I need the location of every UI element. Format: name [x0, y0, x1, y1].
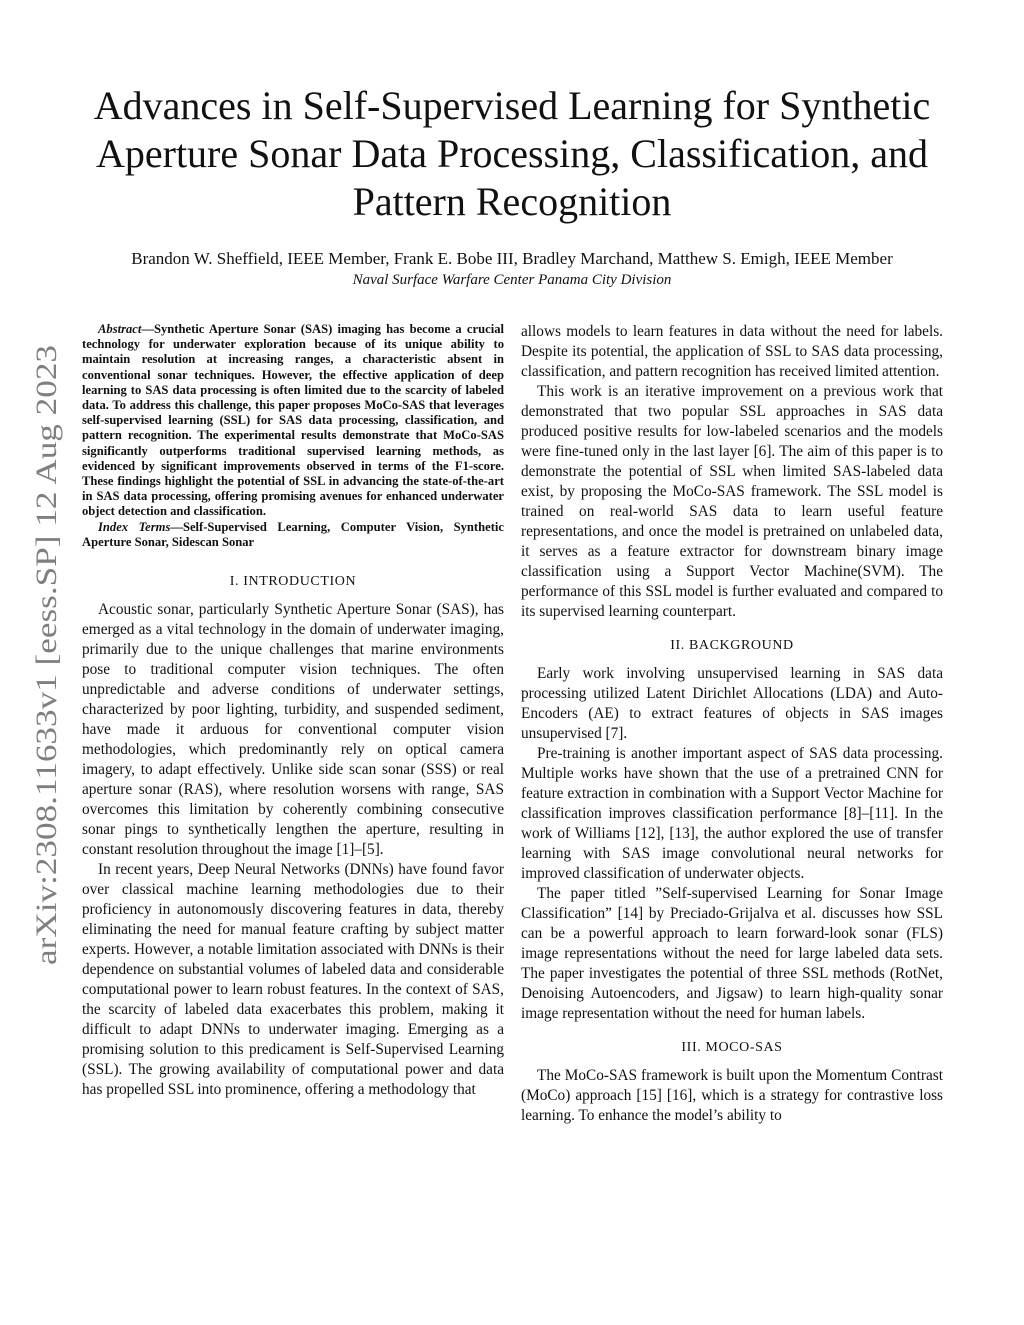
intro-paragraph-2-continued: allows models to learn features in data without the need for labels. Despite its potential, the application of SSL to SAS data processing, classification, and pattern recognition has received limited attention.	[521, 323, 943, 380]
abstract-lead: Abstract	[98, 322, 142, 336]
section-heading-moco-sas: III. MOCO-SAS	[681, 1040, 783, 1055]
index-terms-text: —Self-Supervised Learning, Computer Vision, Synthetic Aperture Sonar, Sidescan Sonar	[82, 519, 504, 549]
intro-paragraph-3: This work is an iterative improvement on a previous work that demonstrated that two popular SSL approaches in SAS data produced positive results for low-labeled scenarios and the models were fine-tuned only in the last layer [6]. The aim of this paper is to demonstrate the potential of SSL when limited SAS-labeled data exist, by proposing the MoCo-SAS framework. The SSL model is trained on real-world SAS data to learn useful feature representations, and once the model is pretrained on unlabeled data, it serves as a feature extractor for downstream binary image classification using a Support Vector Machine(SVM). The performance of this SSL model is further evaluated and compared to its supervised learning counterpart.	[521, 383, 943, 620]
paper-title: Advances in Self-Supervised Learning for Synthetic Aperture Sonar Data Processing, Classification, and Pattern Recognition	[93, 83, 931, 224]
abstract-text: —Synthetic Aperture Sonar (SAS) imaging has become a crucial technology for underwater exploration because of its unique ability to maintain resolution at increasing ranges, a characteristic absent in conventional sonar techniques. However, the effective application of deep learning to SAS data processing is often limited due to the scarcity of labeled data. To address this challenge, this paper proposes MoCo-SAS that leverages self-supervised learning (SSL) for SAS data processing, classification, and pattern recognition. The experimental results demonstrate that MoCo-SAS significantly outperforms traditional supervised learning methods, as evidenced by significant improvements observed in terms of the F1-score. These findings highlight the potential of SSL in advancing the state-of-the-art in SAS data processing, offering promising avenues for enhanced underwater object detection and classification.	[82, 322, 504, 519]
background-paragraph-2: Pre-training is another important aspect of SAS data processing. Multiple works have shown that the use of a pretrained CNN for feature extraction in combination with a Support Vector Machine for classification improves classification performance [8]–[11]. In the work of Williams [12], [13], the author explored the use of transfer learning with SAS image convolutional neural networks for improved classification of underwater objects.	[521, 745, 943, 882]
right-column	[521, 322, 943, 1126]
index-terms-lead: Index Terms	[98, 519, 171, 534]
affiliation: Naval Surface Warfare Center Panama City Division	[352, 272, 672, 288]
intro-paragraph-1: Acoustic sonar, particularly Synthetic Aperture Sonar (SAS), has emerged as a vital technology in the domain of underwater imaging, primarily due to the unique challenges that marine environments pose to traditional computer vision techniques. The often unpredictable and adverse conditions of underwater settings, characterized by poor lighting, turbidity, and suspended sediment, have made it arduous for conventional computer vision methodologies, which predominantly rely on optical camera imagery, to adapt effectively. Unlike side scan sonar (SSS) or real aperture sonar (RAS), where resolution worsens with range, SAS overcomes this limitation by coherently combining consecutive sonar pings to synthetically lengthen the aperture, resulting in constant resolution throughout the image [1]–[5].	[82, 601, 504, 859]
moco-sas-paragraph-1: The MoCo-SAS framework is built upon the Momentum Contrast (MoCo) approach [15] [16], which is a strategy for contrastive loss learning. To enhance the model’s ability to	[521, 1067, 943, 1124]
background-paragraph-1: Early work involving unsupervised learning in SAS data processing utilized Latent Dirichlet Allocations (LDA) and Auto-Encoders (AE) to extract features of objects in SAS images unsupervised [7].	[521, 665, 943, 742]
left-column	[82, 322, 504, 1100]
section-heading-background: II. BACKGROUND	[670, 638, 794, 653]
abstract	[82, 322, 504, 520]
author-list: Brandon W. Sheffield, IEEE Member, Frank E. Bobe III, Bradley Marchand, Matthew S. Emigh, IEEE Member	[131, 249, 893, 268]
section-heading-introduction: I. INTRODUCTION	[229, 574, 357, 590]
arxiv-identifier: arXiv:2308.11633v1 [eess.SP] 12 Aug 2023	[30, 436, 63, 965]
background-paragraph-3: The paper titled ”Self-supervised Learning for Sonar Image Classification” [14] by Preciado-Grijalva et al. discusses how SSL can be a powerful approach to learn forward-look sonar (FLS) image representations without the need for large labeled data sets. The paper investigates the potential of three SSL methods (RotNet, Denoising Autoencoders, and Jigsaw) to learn high-quality sonar image representation without the need for human labels.	[521, 885, 943, 1022]
arxiv-side-stamp	[10, 345, 70, 965]
index-terms	[82, 520, 504, 550]
intro-paragraph-2: In recent years, Deep Neural Networks (DNNs) have found favor over classical machine learning methodologies due to their proficiency in autonomously discovering features in data, thereby eliminating the need for manual feature crafting by subject matter experts. However, a notable limitation associated with DNNs is their dependence on substantial volumes of labeled data and considerable computational power to learn robust features. In the context of SAS, the scarcity of labeled data exacerbates this problem, making it difficult to adapt DNNs to underwater imaging. Emerging as a promising solution to this predicament is Self-Supervised Learning (SSL). The growing availability of computational power and data has propelled SSL into prominence, offering a methodology that	[82, 861, 504, 1099]
